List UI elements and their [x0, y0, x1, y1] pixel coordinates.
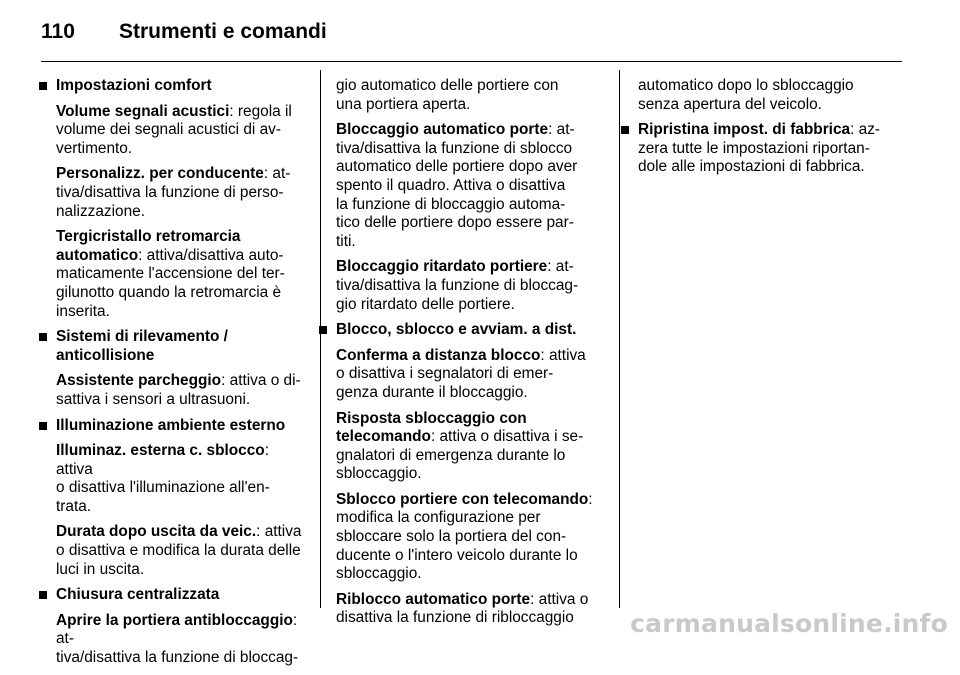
- text: una portiera aperta.: [336, 95, 471, 113]
- paragraph-continuation-3: [620, 77, 906, 114]
- text: gio ritardato delle portiere.: [336, 295, 515, 313]
- text: luci in uscita.: [56, 560, 145, 578]
- text: tiva/disattiva la funzione di bloccag-: [336, 276, 579, 294]
- text: : az-: [850, 121, 881, 139]
- text: inserita.: [56, 302, 110, 320]
- term-conferma: Conferma a distanza blocco: [336, 346, 541, 364]
- page-number: 110: [41, 20, 75, 43]
- term-bloccaggio-ritardato: Bloccaggio ritardato portiere: [336, 258, 548, 276]
- column-3: [620, 77, 906, 184]
- text: o disattiva l'illuminazione all'en-: [56, 479, 270, 497]
- text: : attiva o di-: [221, 372, 301, 390]
- text: sbloccaggio.: [336, 465, 422, 483]
- text: la funzione di bloccaggio automa-: [336, 195, 566, 213]
- text: : attiva: [540, 346, 586, 364]
- paragraph-bloccaggio-auto: [336, 121, 606, 251]
- text: tiva/disattiva la funzione di perso-: [56, 183, 284, 201]
- text: : at-: [548, 121, 575, 139]
- term-bloccaggio-auto: Bloccaggio automatico porte: [336, 121, 549, 139]
- text: titi.: [336, 232, 356, 250]
- text: : regola il: [229, 102, 292, 120]
- term-parcheggio: Assistente parcheggio: [56, 372, 222, 390]
- section-heading-chiusura: Chiusura centralizzata: [38, 586, 304, 605]
- text: : attiva: [56, 442, 269, 478]
- text: spento il quadro. Attiva o disattiva: [336, 176, 566, 194]
- text: o disattiva i segnalatori di emer-: [336, 365, 554, 383]
- text: modifica la configurazione per: [336, 509, 541, 527]
- term-tergicristallo: Tergicristallo retromarcia: [56, 228, 241, 246]
- text: sbloccaggio.: [336, 565, 422, 583]
- section-heading-rilevamento: [38, 328, 304, 365]
- paragraph-riblocco: [336, 591, 606, 628]
- text: zera tutte le impostazioni riportan-: [638, 139, 870, 157]
- term-sblocco: Sblocco portiere con telecomando: [336, 490, 589, 508]
- paragraph-antibloccaggio: [38, 612, 304, 668]
- paragraph-sblocco: [336, 491, 606, 584]
- text: gio automatico delle portiere con: [336, 77, 559, 94]
- text: volume dei segnali acustici di av-: [56, 121, 281, 139]
- paragraph-tergicristallo: [38, 228, 304, 321]
- text: anticollisione: [56, 346, 155, 364]
- text: gilunotto quando la retromarcia è: [56, 283, 282, 301]
- text: automatico delle portiere dopo aver: [336, 158, 578, 176]
- text: senza apertura del veicolo.: [638, 95, 822, 113]
- term-personalizz: Personalizz. per conducente: [56, 165, 264, 183]
- text: automatico dopo lo sbloccaggio: [638, 77, 854, 94]
- page-header: [41, 20, 327, 44]
- term-risposta: Risposta sbloccaggio con: [336, 409, 527, 427]
- text: : attiva: [256, 523, 302, 541]
- text: : attiva/disattiva auto-: [138, 246, 284, 264]
- text: vertimento.: [56, 139, 133, 157]
- text: sattiva i sensori a ultrasuoni.: [56, 390, 251, 408]
- paragraph-volume: [38, 103, 304, 159]
- paragraph-conferma: [336, 347, 606, 403]
- term-durata: Durata dopo uscita da veic.: [56, 523, 257, 541]
- term-tergicristallo-2: automatico: [56, 246, 139, 264]
- column-1: [38, 77, 304, 675]
- text: : attiva o disattiva i se-: [430, 428, 584, 446]
- text: disattiva la funzione di ribloccaggio: [336, 609, 574, 627]
- paragraph-personalizz: [38, 165, 304, 221]
- section-heading-illuminazione: Illuminazione ambiente esterno: [38, 417, 304, 436]
- text: dole alle impostazioni di fabbrica.: [638, 158, 865, 176]
- text: tiva/disattiva la funzione di bloccag-: [56, 649, 299, 667]
- text: sbloccare solo la portiera del con-: [336, 528, 567, 546]
- text: Sistemi di rilevamento /: [56, 328, 228, 346]
- term-volume: Volume segnali acustici: [56, 102, 230, 120]
- term-illuminaz: Illuminaz. esterna c. sblocco: [56, 442, 265, 460]
- text: tiva/disattiva la funzione di sblocco: [336, 139, 573, 157]
- text: ducente o l'intero veicolo durante lo: [336, 546, 578, 564]
- text: gnalatori di emergenza durante lo: [336, 446, 566, 464]
- section-heading-blocco: Blocco, sblocco e avviam. a dist.: [318, 321, 606, 340]
- page-title: Strumenti e comandi: [119, 20, 327, 43]
- paragraph-durata: [38, 523, 304, 579]
- text: genza durante il bloccaggio.: [336, 383, 528, 401]
- text: : at-: [547, 258, 574, 276]
- watermark: carmanualsonline.info: [630, 609, 948, 638]
- text: : at-: [56, 611, 298, 648]
- paragraph-continuation: [336, 77, 606, 114]
- term-risposta-2: telecomando: [336, 428, 431, 446]
- text: o disattiva e modifica la durata delle: [56, 542, 301, 560]
- term-ripristina: Ripristina impost. di fabbrica: [638, 121, 851, 139]
- text: trata.: [56, 497, 92, 515]
- term-riblocco: Riblocco automatico porte: [336, 590, 531, 608]
- section-heading-comfort: Impostazioni comfort: [38, 77, 304, 96]
- text: tico delle portiere dopo essere par-: [336, 214, 574, 232]
- text: nalizzazione.: [56, 202, 145, 220]
- text: maticamente l'accensione del ter-: [56, 265, 285, 283]
- text: : at-: [263, 165, 291, 183]
- paragraph-risposta: [336, 410, 606, 484]
- column-2: [336, 77, 606, 635]
- list-item-ripristina: [620, 121, 906, 177]
- term-antibloccaggio: Aprire la portiera antibloccaggio: [56, 611, 293, 629]
- text: : attiva o: [530, 590, 589, 608]
- header-divider: [41, 61, 902, 62]
- paragraph-parcheggio: [38, 372, 304, 409]
- text: :: [588, 490, 593, 508]
- paragraph-illuminaz: [38, 442, 304, 516]
- paragraph-bloccaggio-ritardato: [336, 258, 606, 314]
